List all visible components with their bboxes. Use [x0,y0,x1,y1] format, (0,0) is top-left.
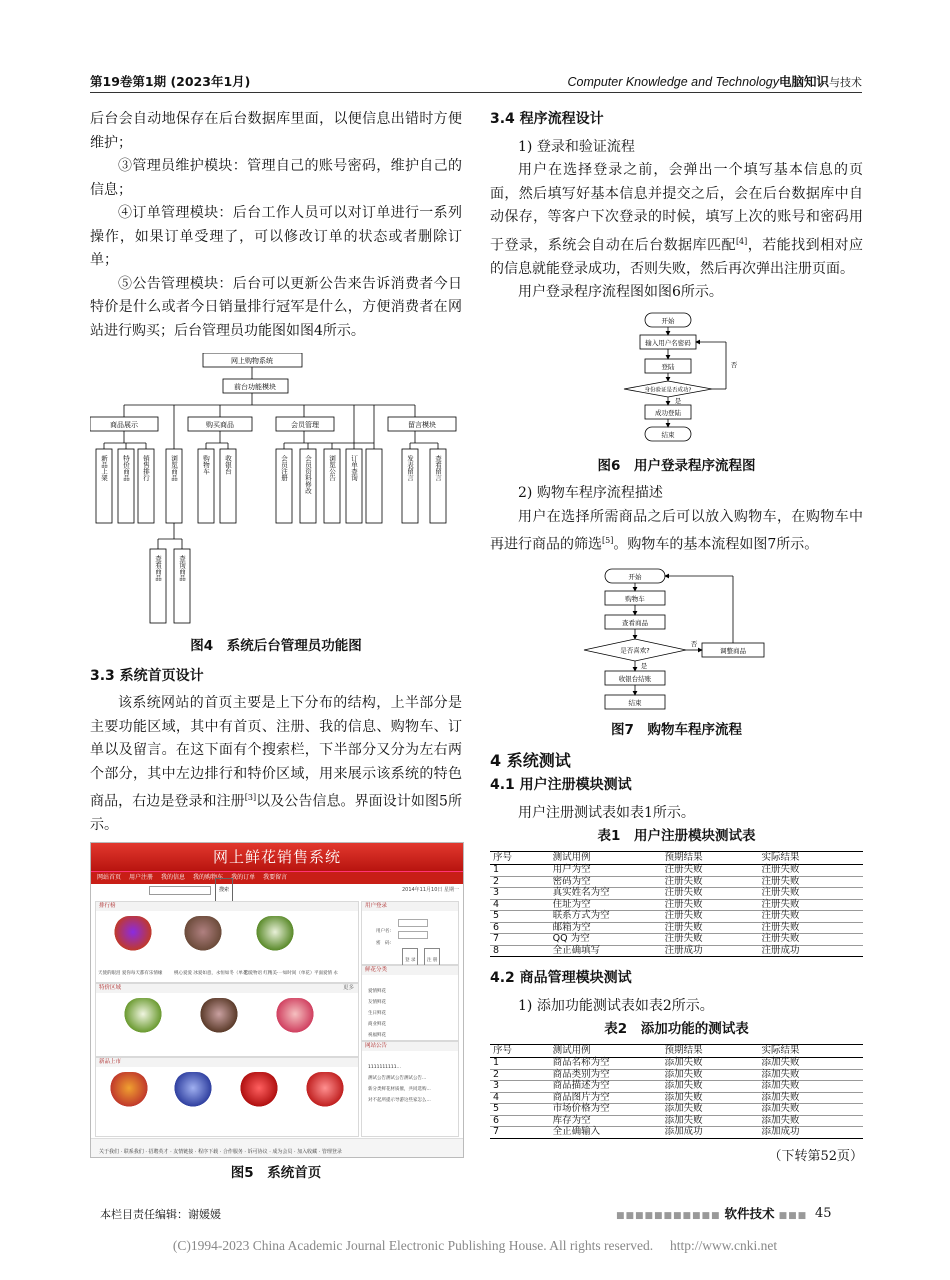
table-header-cell: 测试用例 [550,1044,662,1058]
right-column [490,108,863,1168]
section-name: 软件技术 [724,1206,775,1221]
fig4-group: 留言模块 [408,421,436,429]
table-cell: 2 [490,876,550,888]
figure-5-caption: 图5 系统首页 [230,1164,322,1181]
flower-image [240,1072,278,1112]
fig4-sub: 查询商品 [178,555,186,581]
table-cell: 添加失败 [662,1092,759,1104]
table-cell: 商品名称为空 [550,1058,662,1070]
new-title: 新品上市 [96,1058,358,1067]
fig4-group: 购买商品 [206,421,234,429]
table-cell: 添加失败 [662,1058,759,1070]
paragraph [490,506,863,558]
journal-name-tail: 与技术 [829,77,862,89]
flower-image [174,1072,212,1112]
fig4-leaf: 发表留言 [406,455,414,481]
table-row [490,945,863,957]
citation: [4] [735,236,748,246]
table-cell: 3 [490,1081,550,1093]
table-header-cell: 序号 [490,1044,550,1058]
search-button: 搜索 [215,878,233,904]
table-header-cell: 预期结果 [662,1044,759,1058]
category-item: 友情鲜花 [368,999,386,1005]
section-3-3-heading: 3.3 系统首页设计 [90,667,204,684]
figure-4-tree [90,353,462,631]
fig6-login: 登陆 [661,362,675,371]
table-header-cell: 实际结果 [759,1044,863,1058]
special-panel [95,983,359,1057]
flower-image [124,998,162,1038]
table-cell: 注册失败 [662,865,759,877]
special-title-text: 特价区域 [99,984,122,991]
search-bar [91,884,463,898]
journal-name-cn: 电脑知识 [778,75,829,89]
category-item: 商业鲜花 [368,1021,386,1027]
table-cell: 5 [490,1104,550,1116]
table-cell: 住址为空 [550,899,662,911]
table-cell: 邮箱为空 [550,922,662,934]
table-row [490,911,863,923]
category-item: 爱情鲜花 [368,988,386,994]
fig6-input: 输入用户名密码 [645,338,691,347]
table-cell: 注册失败 [759,865,863,877]
register-button: 注 册 [424,948,440,974]
fig4-leaf: 会员资料修改 [304,455,312,494]
fig4-leaf: 查看留言 [434,455,442,481]
flower-image [276,998,314,1038]
fig4-leaf: 购物车 [202,455,210,475]
table-cell: 添加失败 [662,1081,759,1093]
table-cell: 联系方式为空 [550,911,662,923]
table-cell: 库存为空 [550,1115,662,1127]
table-cell: 添加失败 [662,1104,759,1116]
table-cell: QQ 为空 [550,934,662,946]
new-panel [95,1057,359,1137]
table-cell: 注册失败 [759,876,863,888]
paragraph: 用户注册测试表如表1所示。 [518,804,695,821]
username-label: 用户名: [376,928,392,934]
notice-title: 网站公告 [362,1042,458,1051]
fig4-leaf: 新品上架 [100,455,108,481]
figure-7-flowchart [490,563,863,715]
rank-panel [95,901,359,983]
header-rule [90,92,862,93]
table-row [490,1058,863,1070]
paragraph: ④订单管理模块：后台工作人员可以对订单进行一系列操作，如果订单受理了，可以修改订单的状态或者删除订单； [90,205,462,268]
copyright: (C)1994-2023 China Academic Journal Electronic Publishing House. All rights reserved. http://www.cnki.net [172,1238,778,1253]
fig6-no: 否 [730,360,738,369]
continued-note: （下转第52页） [768,1148,863,1164]
fig4-root: 网上购物系统 [231,357,273,365]
figure-4-caption: 图4 系统后台管理员功能图 [190,638,362,654]
flower-image [200,998,238,1038]
table-cell: 7 [490,1127,550,1139]
table-header-cell: 序号 [490,851,550,865]
fig4-group: 商品展示 [110,421,138,429]
column-editor: 本栏目责任编辑：谢媛媛 [100,1208,221,1221]
left-column [90,108,462,1189]
product-name: 恋爱物语 红精美·一如时间（单花） [244,970,315,976]
subheading: 1) 登录和验证流程 [518,138,635,155]
rank-title: 排行榜 [96,902,358,911]
section-label: ■■■■■■■■■■■ 软件技术 ■■■ [616,1206,808,1221]
table-row [490,1127,863,1139]
table-row [490,1104,863,1116]
table-header-cell: 测试用例 [550,851,662,865]
table-cell: 全正确填写 [550,945,662,957]
fig7-checkout: 收银台结账 [618,675,652,684]
notice-item: 对不起所提示导游这些家怎么... [368,1097,431,1103]
special-title [96,984,358,993]
table-cell: 添加失败 [759,1104,863,1116]
category-title: 鲜花分类 [362,966,458,975]
table-1 [490,851,863,958]
table-header-row [490,1044,863,1058]
table-cell: 注册成功 [662,945,759,957]
citation: [5] [602,536,614,546]
homepage-screenshot [90,842,464,1158]
table-row [490,934,863,946]
subheading: 2) 购物车程序流程描述 [518,485,663,502]
figure-6-caption: 图6 用户登录程序流程图 [597,457,756,474]
table-cell: 2 [490,1069,550,1081]
table-cell: 全正确输入 [550,1127,662,1139]
page-number: 45 [815,1206,832,1221]
fig4-leaf: 订单查询 [350,455,358,481]
paragraph: 用户登录程序流程图如图6所示。 [518,284,723,301]
table-header-cell: 实际结果 [759,851,863,865]
fig4-leaf: 会员注册 [280,455,288,481]
fig4-group: 会员管理 [291,421,319,429]
table-cell: 注册失败 [759,899,863,911]
nav-item: 我的信息 [161,873,186,881]
category-item: 祝福鲜花 [368,1032,386,1038]
table-cell: 6 [490,1115,550,1127]
nav-item: 网站首页 [97,873,122,881]
fig7-cart: 购物车 [625,595,645,604]
nav-item: 用户注册 [129,873,154,881]
table-1-caption: 表1 用户注册模块测试表 [597,828,756,845]
table-cell: 注册失败 [662,911,759,923]
table-cell: 注册失败 [662,899,759,911]
fig7-adjust: 调整商品 [720,647,746,656]
category-panel [361,965,459,1041]
fig4-leaf: 收银台 [224,455,232,475]
journal-name [567,72,862,90]
table-cell: 添加失败 [759,1069,863,1081]
flower-image [110,1072,148,1112]
paragraph-tail: ，若能找到相对应的信息就能登录成功，否则失败，然后再次弹出注册页面。 [490,237,864,277]
table-cell: 注册失败 [662,922,759,934]
fig4-level1: 前台功能模块 [234,383,276,391]
table-cell: 注册失败 [759,922,863,934]
paragraph-body: 用户在选择登录之前，会弹出一个填写基本信息的页面，然后填写好基本信息并提交之后，会在后台数据库中自动保存，等客户下次登录的时候，填写上次的账号和密码用于登录，系统会自动在后台数据库匹配 [490,162,863,254]
fig7-start: 开始 [628,573,642,582]
table-row [490,1081,863,1093]
nav-item: 我要留言 [263,873,288,881]
table-cell: 4 [490,1092,550,1104]
table-cell: 注册失败 [662,934,759,946]
paragraph: ⑤公告管理模块：后台可以更新公告来告诉消费者今日特价是什么或者今日销量排行冠军是什么，方便消费者在网站进行购买；后台管理员功能图如图4所示。 [90,275,462,339]
table-cell: 注册失败 [662,876,759,888]
table-cell: 添加失败 [759,1115,863,1127]
password-label: 密 码: [376,940,392,946]
notice-item: 新分类鲜花材质催，共同选购... [368,1086,431,1092]
citation: [3] [244,793,257,802]
flower-image [256,916,294,956]
site-date: 2014年11月10日 星期一 [401,886,459,893]
fig7-like: 是否喜欢? [620,646,650,655]
table-cell: 注册失败 [759,934,863,946]
nav-item: 我的订单 [231,873,256,881]
notice-item: 测试公告测试公告测试公告... [368,1075,427,1081]
table-cell: 注册失败 [759,911,863,923]
table-cell: 1 [490,1058,550,1070]
paragraph-body: 该系统网站的首页主要是上下分布的结构，上半部分是主要功能区域，其中有首页、注册、我的信息、购物车、订单以及留言。在这下面有个搜索栏，下半部分又分为左右两个部分，其中左边排行和特价区域，用来展示该系统的特色商品，右边是登录和注册 [90,695,462,810]
search-box [149,886,211,895]
table-cell: 注册失败 [759,888,863,900]
more-link: 更多 [342,984,354,991]
table-cell: 5 [490,911,550,923]
fig6-verify: 身份验证是否成功? [644,387,692,394]
table-cell: 添加失败 [662,1115,759,1127]
table-cell: 8 [490,945,550,957]
table-cell: 用户为空 [550,865,662,877]
site-banner: 网上鲜花销售系统 [91,843,463,871]
journal-issue: 第19卷第1期 (2023年1月) [90,74,251,89]
table-header-row [490,851,863,865]
paragraph-body: 用户在选择所需商品之后可以放入购物车，在购物车中再进行商品的筛选 [490,508,863,553]
section-4-1-heading: 4.1 用户注册模块测试 [490,777,632,794]
table-row [490,865,863,877]
table-header-cell: 预期结果 [662,851,759,865]
table-cell: 注册失败 [662,888,759,900]
fig6-start: 开始 [661,316,675,325]
fig7-end: 结束 [628,699,642,708]
paragraph [490,159,863,281]
paragraph: ③管理员维护模块：管理自己的账号密码，维护自己的信息； [90,158,462,198]
category-item: 生日鲜花 [368,1010,386,1016]
table-cell: 添加失败 [759,1092,863,1104]
table-cell: 6 [490,922,550,934]
table-cell: 添加失败 [662,1069,759,1081]
table-cell: 商品描述为空 [550,1081,662,1093]
product-name: 桃心爱爱 冰爱如意，永恒如冬（单花） [174,970,252,976]
nav-item: 我的购物车 [193,873,224,881]
fig4-leaf: 销售排行 [142,455,150,481]
table-cell: 市场价格为空 [550,1104,662,1116]
figure-6-flowchart [490,309,863,451]
table-cell: 添加成功 [759,1127,863,1139]
password-box [398,931,428,939]
fig4-leaf: 浏览商品 [170,455,178,481]
paragraph-tail: 以及公告信息。界面设计如图5所示。 [90,793,462,834]
username-box [398,919,428,927]
paragraph: 1) 添加功能测试表如表2所示。 [518,997,714,1014]
fig7-view: 查看商品 [622,619,648,628]
product-name: 平面爱情 永 [314,970,338,976]
notice-panel [361,1041,459,1137]
login-button: 登 录 [402,948,418,974]
paragraph: 后台会自动地保存在后台数据库里面，以便信息出错时方便维护； [90,111,462,151]
fig6-end: 结束 [661,430,675,439]
table-cell: 3 [490,888,550,900]
login-panel [361,901,459,965]
login-title: 用户登录 [362,902,458,911]
table-cell: 添加失败 [759,1058,863,1070]
table-cell: 添加成功 [662,1127,759,1139]
table-cell: 密码为空 [550,876,662,888]
fig6-yes: 是 [674,396,682,405]
flower-image [184,916,222,956]
figure-7-caption: 图7 购物车程序流程 [611,722,742,739]
table-cell: 1 [490,865,550,877]
table-cell: 商品类别为空 [550,1069,662,1081]
section-4-heading: 4 系统测试 [490,750,571,770]
table-cell: 4 [490,899,550,911]
flower-image [306,1072,344,1112]
section-4-2-heading: 4.2 商品管理模块测试 [490,970,632,987]
flower-image [114,916,152,956]
table-cell: 注册成功 [759,945,863,957]
table-cell: 真实姓名为空 [550,888,662,900]
table-cell: 添加失败 [759,1081,863,1093]
paragraph-tail: 。购物车的基本流程如图7所示。 [613,536,819,553]
table-row [490,888,863,900]
table-2 [490,1044,863,1139]
table-cell: 商品图片为空 [550,1092,662,1104]
journal-name-en: Computer Knowledge and Technology [567,75,779,89]
fig7-yes: 是 [640,662,648,671]
fig4-leaf: 浏览公告 [328,455,336,481]
fig4-leaf: 特价商品 [122,455,130,481]
fig4-sub: 查看商品 [154,555,162,581]
product-name: 天使的眼泪 爱你每天都有乐情缘 [98,970,163,976]
paragraph [90,692,462,838]
section-3-4-heading: 3.4 程序流程设计 [490,111,604,127]
site-footer: 关于我们 · 联系我们 · 招聘英才 · 友情链接 · 程序下载 · 合作服务 · 诉可协议 · 成为会员 · 加入收藏 · 管理登录 [91,1138,463,1157]
table-2-caption: 表2 添加功能的测试表 [604,1021,749,1038]
notice-item: 1111111111... [368,1064,401,1070]
fig6-success: 成功登陆 [655,408,681,417]
table-cell: 7 [490,934,550,946]
fig7-no: 否 [690,640,698,649]
